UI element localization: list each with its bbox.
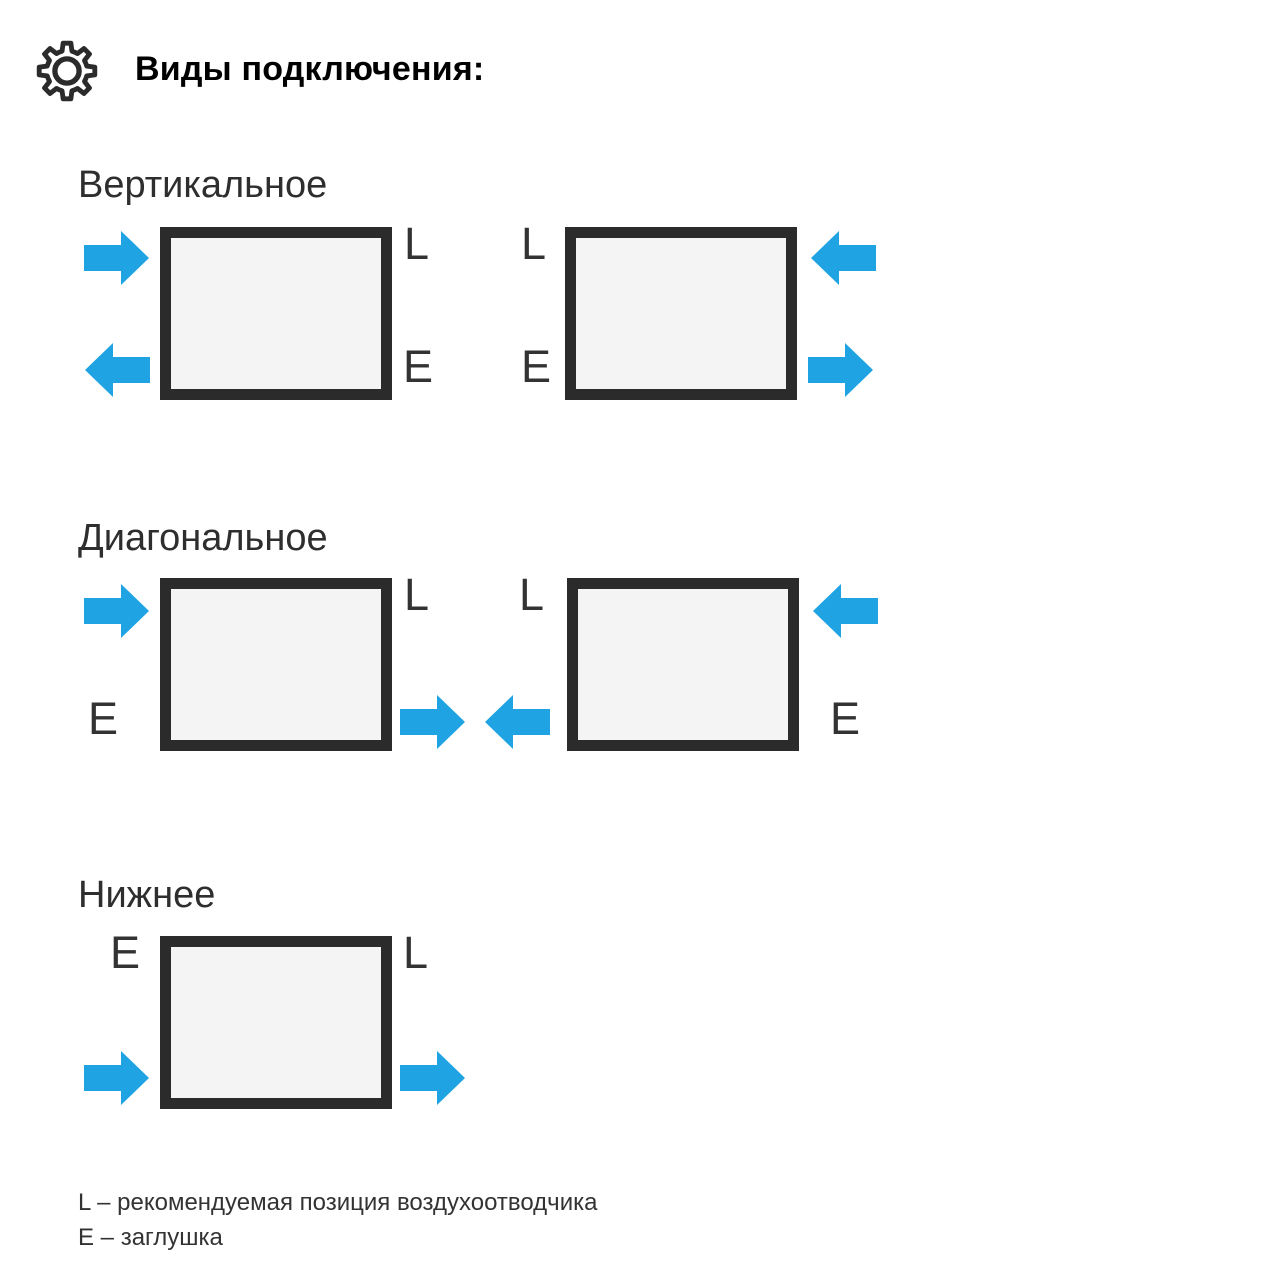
flow-in-arrow-icon [84,1050,150,1106]
flow-out-arrow-icon [484,694,550,750]
port-label-l: L [519,569,545,620]
flow-out-arrow-icon [808,342,874,398]
radiator-body [565,227,797,400]
gear-icon [36,40,98,102]
flow-out-arrow-icon [84,342,150,398]
flow-in-arrow-icon [84,583,150,639]
radiator-body [567,578,799,751]
port-label-l: L [404,569,430,620]
port-label-e: E [88,693,119,744]
section-title: Вертикальное [78,164,328,206]
port-label-e: E [830,693,861,744]
flow-out-arrow-icon [400,694,466,750]
port-label-e: E [110,927,141,978]
port-label-l: L [404,218,430,269]
port-label-e: E [403,341,434,392]
legend-line-e: E – заглушка [78,1224,223,1251]
page-title: Виды подключения: [135,50,485,88]
radiator-body [160,227,392,400]
section-title: Нижнее [78,874,216,916]
legend-line-l: L – рекомендуемая позиция воздухоотводчика [78,1189,598,1216]
flow-in-arrow-icon [812,583,878,639]
flow-out-arrow-icon [400,1050,466,1106]
port-label-l: L [403,927,429,978]
radiator-body [160,578,392,751]
radiator-body [160,936,392,1109]
port-label-l: L [521,218,547,269]
port-label-e: E [521,341,552,392]
flow-in-arrow-icon [84,230,150,286]
section-title: Диагональное [78,517,328,559]
flow-in-arrow-icon [810,230,876,286]
